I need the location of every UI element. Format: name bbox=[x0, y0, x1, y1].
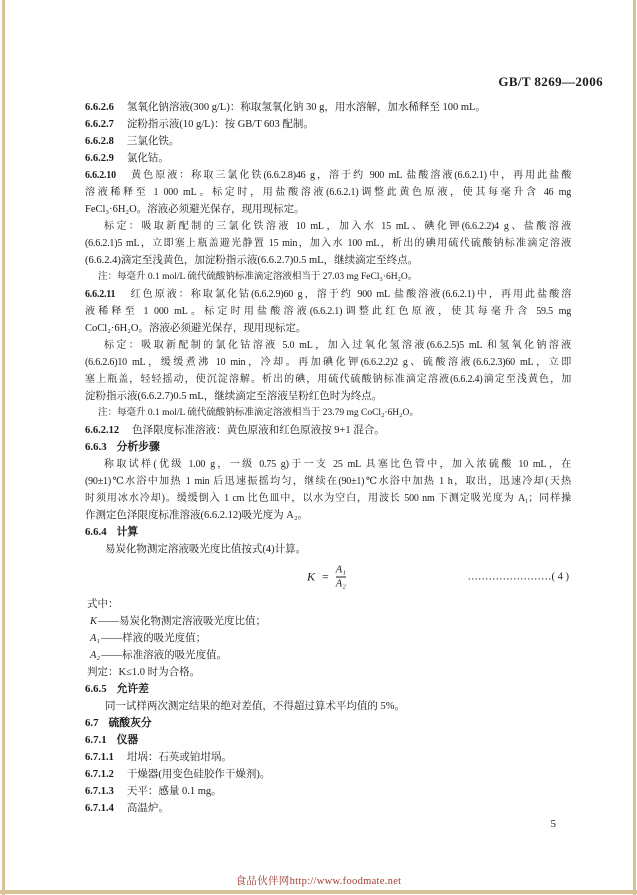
fraction-denominator: A₂ bbox=[335, 578, 346, 590]
line-text: 称取试样(优级 1.00 g，一级 0.75 g)于一支 25 mL 具塞比色管中，加入浓硫酸 10 mL，在 bbox=[104, 459, 571, 470]
dot-leader: …………………… bbox=[467, 571, 552, 583]
formula-lhs: K bbox=[307, 569, 316, 584]
line-text: 液稀释至 1 000 mL。标定时用盐酸溶液(6.6.2.1)调整此红色原液，使其每毫升含 59.5 mg bbox=[85, 306, 571, 317]
line-text: 硫酸灰分 bbox=[108, 717, 152, 729]
fraction-numerator: A₁ bbox=[335, 564, 346, 576]
symbol-term: A₁ bbox=[90, 633, 101, 644]
watermark-footer: 食品伙伴网http://www.foodmate.net bbox=[235, 876, 402, 887]
doc-line bbox=[85, 405, 571, 422]
doc-line bbox=[85, 99, 571, 116]
line-text: 坩埚：石英或铂坩埚。 bbox=[126, 752, 232, 763]
line-text: 氢氧化钠溶液(300 g/L)：称取氢氧化钠 30 g，用水溶解，加水稀释至 100 mL。 bbox=[126, 102, 486, 113]
line-text: 作测定色泽限度标准溶液(6.6.2.12)吸光度为 A₂。 bbox=[85, 510, 308, 521]
doc-line bbox=[85, 681, 571, 698]
body-section-b bbox=[85, 596, 571, 817]
doc-line bbox=[85, 235, 571, 252]
clause-number: 6.7.1.1 bbox=[85, 752, 114, 763]
line-text: ——标准溶液的吸光度值。 bbox=[101, 650, 228, 661]
fraction bbox=[336, 564, 346, 591]
doc-line bbox=[85, 490, 571, 507]
doc-line bbox=[85, 698, 571, 715]
doc-line bbox=[85, 320, 571, 337]
line-text: 标定：吸取新配制的三氯化铁溶液 10 mL，加入水 15 mL、碘化钾(6.6.2.2)4 g、盐酸溶液 bbox=[104, 221, 571, 232]
formula-expression bbox=[307, 564, 346, 591]
doc-line bbox=[85, 473, 571, 490]
clause-number: 6.6.2.12 bbox=[85, 425, 120, 436]
doc-line bbox=[85, 800, 571, 817]
doc-line bbox=[85, 541, 571, 558]
clause-number: 6.6.2.10 bbox=[85, 170, 116, 181]
formula-block bbox=[85, 558, 571, 596]
doc-line bbox=[85, 749, 571, 766]
clause-number: 6.7.1.3 bbox=[85, 786, 114, 797]
line-text: 塞上瓶盖，轻轻摇动，使沉淀溶解。析出的碘，用硫代硫酸钠标准滴定溶液(6.6.2.4)滴定至浅黄色，加 bbox=[85, 374, 571, 385]
clause-number: 6.7.1 bbox=[85, 734, 107, 746]
page-number: 5 bbox=[550, 818, 556, 830]
doc-line bbox=[85, 269, 571, 286]
doc-line bbox=[85, 647, 571, 664]
line-text: 三氯化铁。 bbox=[126, 136, 180, 147]
clause-number: 6.6.4 bbox=[85, 526, 107, 538]
doc-line bbox=[85, 422, 571, 439]
line-text: 溶液稀释至 1 000 mL。标定时，用盐酸溶液(6.6.2.1)调整此黄色原液，使其每毫升含 46 mg bbox=[85, 187, 571, 198]
line-text: 高温炉。 bbox=[126, 803, 169, 814]
doc-line bbox=[85, 732, 571, 749]
line-text: (6.6.2.4)滴定至浅黄色，加淀粉指示液(6.6.2.7)0.5 mL，继续滴定至终点。 bbox=[85, 255, 419, 266]
doc-line bbox=[85, 715, 571, 732]
line-text: 仪器 bbox=[116, 734, 139, 746]
line-text: 红色原液：称取氯化钴(6.6.2.9)60 g，溶于约 900 mL 盐酸溶液(6.6.2.1)中，再用此盐酸溶 bbox=[128, 289, 571, 300]
line-text: 标定：吸取新配制的氯化钴溶液 5.0 mL，加入过氧化氢溶液(6.6.2.5)5 mL 和氢氧化钠溶液 bbox=[104, 340, 571, 351]
line-text: 时须用冰水冷却)。缓缓倒入 1 cm 比色皿中，以水为空白，用波长 500 nm 下测定吸光度为 A₁；同样操 bbox=[85, 493, 571, 504]
doc-line bbox=[85, 456, 571, 473]
doc-line bbox=[85, 613, 571, 630]
line-text: 式中： bbox=[87, 599, 119, 610]
doc-line bbox=[85, 371, 571, 388]
body-section-a bbox=[85, 99, 571, 558]
doc-line bbox=[85, 116, 571, 133]
doc-line bbox=[85, 354, 571, 371]
line-text: 黄色原液：称取三氯化铁(6.6.2.8)46 g，溶于约 900 mL 盐酸溶液(6.6.2.1)中，再用此盐酸 bbox=[128, 170, 571, 181]
line-text: 干燥器(用变色硅胶作干燥剂)。 bbox=[126, 769, 271, 780]
doc-line bbox=[85, 388, 571, 405]
symbol-term: K bbox=[90, 616, 98, 627]
line-text: 易炭化物测定溶液吸光度比值按式(4)计算。 bbox=[104, 544, 307, 555]
clause-number: 6.7.1.2 bbox=[85, 769, 114, 780]
formula-leader-and-label bbox=[468, 572, 570, 583]
line-text: ——易炭化物测定溶液吸光度比值； bbox=[98, 616, 267, 627]
clause-number: 6.7 bbox=[85, 717, 99, 729]
doc-line bbox=[85, 524, 571, 541]
line-text: 氯化钴。 bbox=[126, 153, 169, 164]
page-border-right bbox=[633, 0, 636, 895]
clause-number: 6.6.5 bbox=[85, 683, 107, 695]
doc-line bbox=[85, 596, 571, 613]
line-text: (6.6.2.6)10 mL，缓缓煮沸 10 min，冷却。再加碘化钾(6.6.2.2)2 g、硫酸溶液(6.6.2.3)60 mL，立即 bbox=[85, 357, 571, 368]
line-text: 允许差 bbox=[116, 683, 149, 695]
equation-number: ( 4 ) bbox=[551, 571, 569, 583]
doc-line bbox=[85, 167, 571, 184]
clause-number: 6.6.2.7 bbox=[85, 119, 114, 130]
clause-number: 6.6.2.9 bbox=[85, 153, 114, 164]
document-body bbox=[85, 99, 571, 830]
line-text: 分析步骤 bbox=[116, 441, 160, 453]
doc-line bbox=[85, 766, 571, 783]
doc-line bbox=[85, 337, 571, 354]
doc-line bbox=[85, 303, 571, 320]
doc-line bbox=[85, 507, 571, 524]
doc-line bbox=[85, 133, 571, 150]
doc-line bbox=[85, 783, 571, 800]
line-text: 色泽限度标准溶液：黄色原液和红色原液按 9+1 混合。 bbox=[132, 425, 385, 436]
doc-line bbox=[85, 218, 571, 235]
doc-line bbox=[85, 184, 571, 201]
clause-number: 6.6.3 bbox=[85, 441, 107, 453]
line-text: 计算 bbox=[116, 526, 139, 538]
standard-number-header: GB/T 8269—2006 bbox=[498, 74, 603, 89]
page-border-left bbox=[2, 0, 5, 895]
clause-number: 6.6.2.6 bbox=[85, 102, 114, 113]
clause-number: 6.6.2.11 bbox=[85, 289, 116, 300]
doc-line bbox=[85, 201, 571, 218]
doc-line bbox=[85, 252, 571, 269]
symbol-term: A₂ bbox=[90, 650, 101, 661]
line-text: (6.6.2.1)5 mL，立即塞上瓶盖避光静置 15 min，加入水 100 mL，析出的碘用硫代硫酸钠标准滴定溶液 bbox=[85, 238, 571, 249]
doc-line bbox=[85, 286, 571, 303]
line-text: 同一试样两次测定结果的绝对差值，不得超过算术平均值的 5%。 bbox=[104, 701, 406, 712]
doc-line bbox=[85, 630, 571, 647]
doc-line bbox=[85, 439, 571, 456]
clause-number: 6.6.2.8 bbox=[85, 136, 114, 147]
line-text: 注：每毫升 0.1 mol/L 硫代硫酸钠标准滴定溶液相当于 27.03 mg FeCl₃·6H₂O。 bbox=[98, 272, 418, 282]
equals-sign: = bbox=[322, 569, 329, 584]
line-text: 天平：感量 0.1 mg。 bbox=[126, 786, 222, 797]
line-text: 淀粉指示液(10 g/L)：按 GB/T 603 配制。 bbox=[126, 119, 314, 130]
line-text: CoCl₂·6H₂O。溶液必须避光保存，现用现标定。 bbox=[85, 323, 307, 334]
line-text: FeCl₃·6H₂O。溶液必须避光保存，现用现标定。 bbox=[85, 204, 305, 215]
line-text: 注：每毫升 0.1 mol/L 硫代硫酸钠标准滴定溶液相当于 23.79 mg CoCl₂·6H₂O。 bbox=[98, 408, 419, 418]
doc-line bbox=[85, 150, 571, 167]
page-border-bottom bbox=[0, 890, 637, 894]
line-text: 判定：K≤1.0 时为合格。 bbox=[87, 667, 201, 678]
line-text: ——样液的吸光度值； bbox=[101, 633, 207, 644]
doc-line bbox=[85, 664, 571, 681]
line-text: (90±1)℃水浴中加热 1 min 后迅速振摇均匀，继续在(90±1)℃水浴中加热 1 h，取出，迅速冷却(天热 bbox=[85, 476, 571, 487]
clause-number: 6.7.1.4 bbox=[85, 803, 114, 814]
line-text: 淀粉指示液(6.6.2.7)0.5 mL，继续滴定至溶液呈粉红色时为终点。 bbox=[85, 391, 383, 402]
